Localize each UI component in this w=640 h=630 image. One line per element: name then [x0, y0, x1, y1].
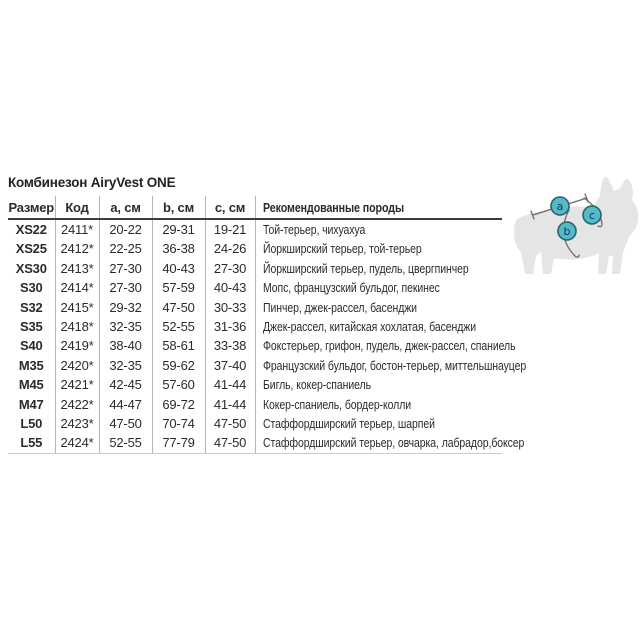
- code-cell: 2420*: [55, 356, 99, 375]
- c-cm-cell: 47-50: [205, 433, 255, 453]
- header-a-cm: a, см: [99, 196, 152, 219]
- table-row: [8, 298, 502, 317]
- code-cell: 2419*: [55, 336, 99, 355]
- table-row: [8, 336, 502, 355]
- breeds-text: Той-терьер, чихуахуа: [262, 222, 365, 237]
- code-cell: 2418*: [55, 317, 99, 336]
- b-cm-cell: 29-31: [152, 219, 205, 239]
- breeds-cell: [255, 259, 502, 278]
- a-cm-cell: 32-35: [99, 356, 152, 375]
- label-b-badge: [558, 222, 576, 240]
- size-cell: S35: [8, 317, 55, 336]
- size-table-body: [8, 219, 526, 453]
- breeds-text: Стаффордширский терьер, овчарка, лабрадор,боксер: [262, 435, 524, 451]
- a-cm-cell: 44-47: [99, 395, 152, 414]
- breeds-cell: [255, 336, 515, 355]
- code-cell: 2413*: [55, 259, 99, 278]
- size-cell: XS25: [8, 239, 55, 258]
- label-c-badge: [583, 206, 601, 224]
- c-cm-cell: 37-40: [205, 356, 255, 375]
- size-table-header: [8, 196, 502, 219]
- breeds-cell: [255, 433, 524, 453]
- table-row: [8, 414, 502, 433]
- a-cm-cell: 29-32: [99, 298, 152, 317]
- breeds-cell: [255, 375, 502, 394]
- table-row: [8, 433, 502, 453]
- dog-silhouette-image: [514, 177, 638, 274]
- size-cell: XS22: [8, 219, 55, 239]
- size-cell: XS30: [8, 259, 55, 278]
- table-row: [8, 375, 502, 394]
- size-cell: S32: [8, 298, 55, 317]
- size-cell: M45: [8, 375, 55, 394]
- dog-measurement-diagram: [505, 163, 640, 298]
- c-cm-cell: 41-44: [205, 375, 255, 394]
- breeds-cell: [255, 395, 502, 414]
- c-cm-cell: 33-38: [205, 336, 255, 355]
- b-cm-cell: 58-61: [152, 336, 205, 355]
- label-c-text: c: [588, 209, 596, 222]
- header-size: Размер: [8, 196, 55, 219]
- code-cell: 2424*: [55, 433, 99, 453]
- b-cm-cell: 47-50: [152, 298, 205, 317]
- c-cm-cell: 41-44: [205, 395, 255, 414]
- breeds-cell: [255, 278, 502, 297]
- breeds-text: Джек-рассел, китайская хохлатая, басенджи: [262, 319, 476, 335]
- b-cm-cell: 69-72: [152, 395, 205, 414]
- c-cm-cell: 31-36: [205, 317, 255, 336]
- table-row: [8, 356, 502, 375]
- header-code: Код: [55, 196, 99, 219]
- breeds-text: Французский бульдог, бостон-терьер, миттельшнауцер: [262, 357, 526, 373]
- c-cm-cell: 40-43: [205, 278, 255, 297]
- a-cm-cell: 47-50: [99, 414, 152, 433]
- size-cell: S30: [8, 278, 55, 297]
- a-cm-cell: 32-35: [99, 317, 152, 336]
- table-row: [8, 219, 502, 239]
- breeds-text: Пинчер, джек-рассел, басенджи: [262, 299, 417, 315]
- table-row: [8, 278, 502, 297]
- table-row: [8, 259, 502, 278]
- b-cm-cell: 59-62: [152, 356, 205, 375]
- a-cm-cell: 22-25: [99, 239, 152, 258]
- size-cell: S40: [8, 336, 55, 355]
- table-row: [8, 239, 502, 258]
- size-cell: M47: [8, 395, 55, 414]
- size-cell: M35: [8, 356, 55, 375]
- code-cell: 2415*: [55, 298, 99, 317]
- a-cm-cell: 42-45: [99, 375, 152, 394]
- breeds-text: Мопс, французский бульдог, пекинес: [262, 280, 440, 296]
- table-row: [8, 317, 502, 336]
- b-cm-cell: 57-59: [152, 278, 205, 297]
- a-cm-cell: 20-22: [99, 219, 152, 239]
- label-a-badge: [551, 197, 569, 215]
- c-cm-cell: 19-21: [205, 219, 255, 239]
- c-cm-cell: 47-50: [205, 414, 255, 433]
- code-cell: 2414*: [55, 278, 99, 297]
- header-row: [8, 196, 502, 219]
- header-breeds-label: Рекомендованные породы: [262, 199, 404, 215]
- breeds-text: Бигль, кокер-спаниель: [262, 377, 371, 393]
- breeds-cell: [255, 317, 502, 336]
- label-a-text: a: [556, 200, 564, 213]
- breeds-cell: [255, 239, 502, 258]
- breeds-cell: [255, 219, 502, 239]
- a-cm-cell: 52-55: [99, 433, 152, 453]
- breeds-cell: [255, 356, 526, 375]
- label-b-text: b: [563, 225, 571, 238]
- code-cell: 2412*: [55, 239, 99, 258]
- b-cm-cell: 57-60: [152, 375, 205, 394]
- breeds-text: Йоркширский терьер, пудель, цвергпинчер: [262, 260, 469, 276]
- b-cm-cell: 77-79: [152, 433, 205, 453]
- b-cm-cell: 36-38: [152, 239, 205, 258]
- page-title: Комбинезон AiryVest ONE: [8, 175, 176, 190]
- table-row: [8, 395, 502, 414]
- size-table: [8, 196, 526, 454]
- code-cell: 2422*: [55, 395, 99, 414]
- breeds-cell: [255, 414, 502, 433]
- b-cm-cell: 40-43: [152, 259, 205, 278]
- code-cell: 2423*: [55, 414, 99, 433]
- c-cm-cell: 30-33: [205, 298, 255, 317]
- c-cm-cell: 24-26: [205, 239, 255, 258]
- header-b-cm: b, см: [152, 196, 205, 219]
- code-cell: 2411*: [55, 219, 99, 239]
- size-cell: L50: [8, 414, 55, 433]
- code-cell: 2421*: [55, 375, 99, 394]
- breeds-text: Йоркширский терьер, той-терьер: [262, 241, 422, 257]
- a-cm-cell: 27-30: [99, 278, 152, 297]
- header-breeds: [255, 196, 502, 219]
- size-cell: L55: [8, 433, 55, 453]
- b-cm-cell: 52-55: [152, 317, 205, 336]
- breeds-text: Кокер-спаниель, бордер-колли: [262, 396, 411, 412]
- c-cm-cell: 27-30: [205, 259, 255, 278]
- breeds-text: Стаффордширский терьер, шарпей: [262, 416, 435, 432]
- a-cm-cell: 38-40: [99, 336, 152, 355]
- header-c-cm: c, см: [205, 196, 255, 219]
- breeds-cell: [255, 298, 502, 317]
- b-cm-cell: 70-74: [152, 414, 205, 433]
- breeds-text: Фокстерьер, грифон, пудель, джек-рассел, спаниель: [262, 338, 515, 354]
- a-cm-cell: 27-30: [99, 259, 152, 278]
